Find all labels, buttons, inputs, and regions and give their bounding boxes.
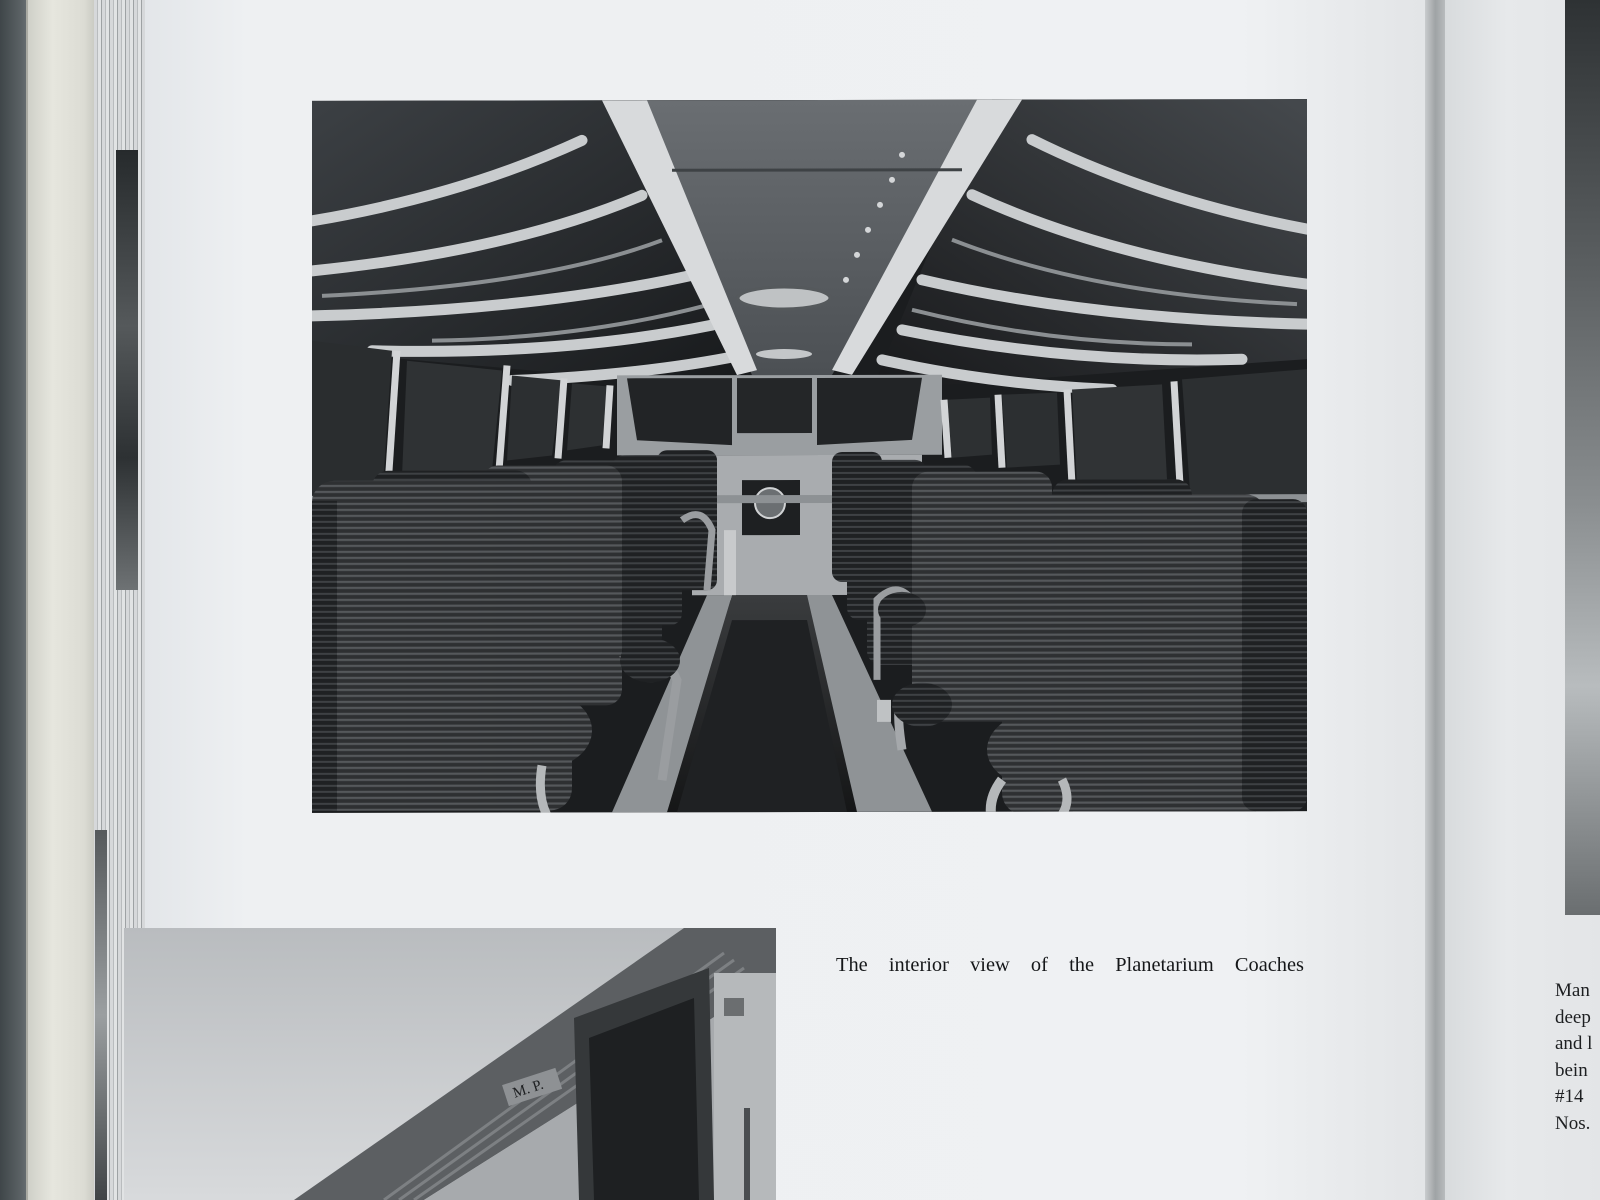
facing-page-photo-edge (1565, 0, 1600, 915)
underlying-page-photo-strip (116, 150, 138, 590)
caption-line: The interior view of the Planetarium Coaches (836, 954, 1304, 976)
photo-caption (836, 952, 1304, 979)
facing-page-line: Nos. (1555, 1112, 1591, 1134)
underlying-page-photo-strip (95, 830, 107, 1200)
coach-exterior-photo (124, 928, 776, 1200)
facing-page-line: Man (1555, 980, 1590, 1001)
car-marking: M. P. (510, 1076, 546, 1102)
facing-page-line: bein (1555, 1059, 1588, 1081)
facing-page-line: deep (1555, 1006, 1591, 1028)
facing-page-line: #14 (1555, 1086, 1584, 1107)
cover-board (26, 0, 98, 1200)
facing-page-text (1555, 978, 1600, 1137)
planetarium-coach-interior-photo (312, 99, 1307, 813)
facing-page-line: and l (1555, 1033, 1593, 1054)
